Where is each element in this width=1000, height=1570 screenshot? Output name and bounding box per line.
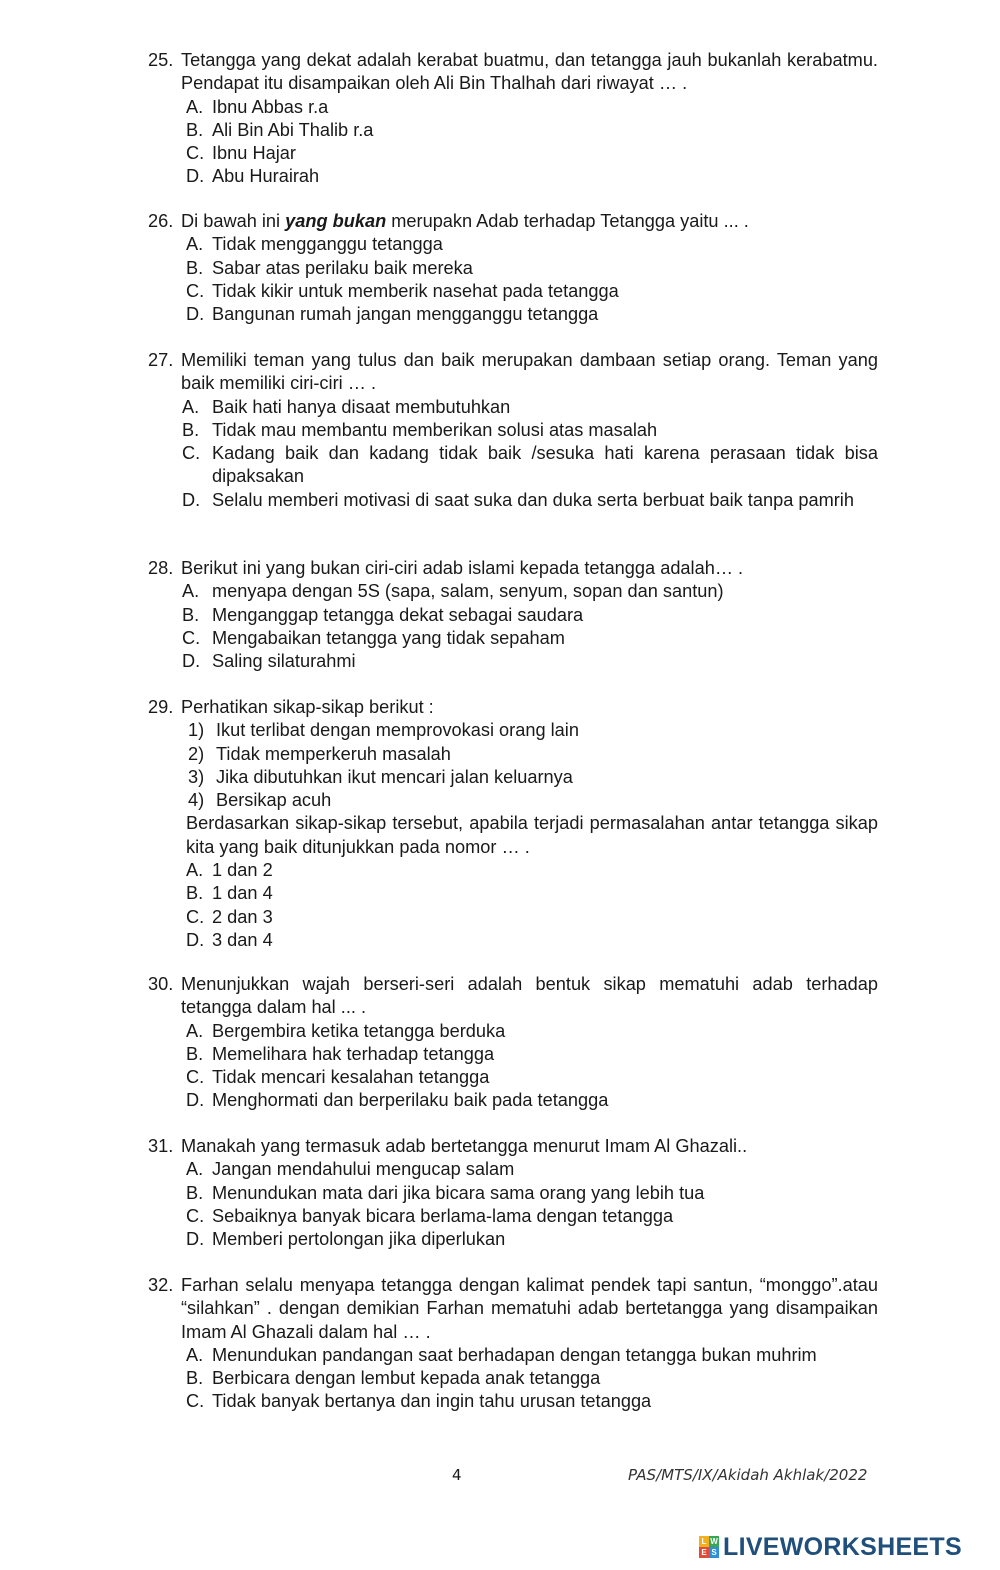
option-a[interactable]: A. menyapa dengan 5S (sapa, salam, senyum, sopan dan santun) [182, 581, 724, 602]
option-d[interactable]: D. Memberi pertolongan jika diperlukan [186, 1229, 506, 1250]
question-29 [148, 696, 878, 952]
option-c[interactable]: C. Sebaiknya banyak bicara berlama-lama dengan tetangga [186, 1205, 674, 1226]
question-25 [148, 49, 878, 189]
option-d[interactable]: D. Selalu memberi motivasi di saat suka dan duka serta berbuat baik tanpa pamrih [182, 489, 854, 510]
brand-name: LIVEWORKSHEETS [723, 1532, 962, 1561]
option-b[interactable]: B. Memelihara hak terhadap tetangga [186, 1043, 495, 1064]
question-number: 32. [148, 1275, 174, 1295]
option-a[interactable]: A. 1 dan 2 [186, 860, 273, 881]
liveworksheets-icon [699, 1536, 719, 1558]
question-28 [148, 557, 878, 673]
option-a[interactable]: A. Menundukan pandangan saat berhadapan dengan tetangga bukan muhrim [186, 1344, 817, 1365]
option-b[interactable]: B. 1 dan 4 [186, 883, 273, 904]
emphasis-text: yang bukan [285, 211, 387, 231]
question-stem: 28. Berikut ini yang bukan ciri-ciri adab islami kepada tetangga adalah… . [148, 557, 878, 580]
question-note: Berdasarkan sikap-sikap tersebut, apabila terjadi permasalahan antar tetangga sikap kita yang baik ditunjukkan pada nomor … . [186, 813, 878, 857]
logo-tile: L [699, 1536, 709, 1547]
list-item: 2) Tidak memperkeruh masalah [188, 743, 451, 764]
question-27 [148, 349, 878, 512]
page-number: 4 [452, 1466, 462, 1484]
option-d[interactable]: D. Abu Hurairah [186, 166, 320, 187]
list-item: 4) Bersikap acuh [188, 790, 332, 811]
liveworksheets-logo[interactable] [699, 1532, 962, 1562]
option-a[interactable]: A. Ibnu Abbas r.a [186, 96, 329, 117]
question-stem: 29. Perhatikan sikap-sikap berikut : [148, 696, 878, 719]
question-30 [148, 973, 878, 1113]
question-number: 29. [148, 697, 174, 717]
option-d[interactable]: D. Saling silaturahmi [182, 651, 356, 672]
question-31 [148, 1135, 878, 1251]
logo-tile: E [699, 1547, 709, 1558]
logo-tile: S [709, 1547, 719, 1558]
option-c[interactable]: C. Tidak kikir untuk memberik nasehat pada tetangga [186, 280, 619, 301]
question-26 [148, 210, 878, 326]
question-stem: 25. Tetangga yang dekat adalah kerabat buatmu, dan tetangga jauh bukanlah kerabatmu. Pendapat itu disampaikan oleh Ali Bin Thalhah dari riwayat … . [148, 50, 878, 94]
option-d[interactable]: D. 3 dan 4 [186, 929, 273, 950]
option-b[interactable]: B. Menundukan mata dari jika bicara sama orang yang lebih tua [186, 1182, 705, 1203]
option-c[interactable]: C. Mengabaikan tetangga yang tidak sepaham [182, 627, 565, 648]
option-b[interactable]: B. Berbicara dengan lembut kepada anak tetangga [186, 1368, 601, 1389]
document-code: PAS/MTS/IX/Akidah Akhlak/2022 [628, 1466, 868, 1484]
question-number: 28. [148, 558, 174, 578]
option-c[interactable]: C. Ibnu Hajar [186, 143, 296, 164]
option-a[interactable]: A. Jangan mendahului mengucap salam [186, 1159, 515, 1180]
list-item: 1) Ikut terlibat dengan memprovokasi orang lain [188, 720, 579, 741]
question-number: 30. [148, 974, 174, 994]
option-c[interactable]: C. Tidak banyak bertanya dan ingin tahu urusan tetangga [186, 1391, 652, 1412]
option-a[interactable]: A. Tidak mengganggu tetangga [186, 234, 443, 255]
question-number: 31. [148, 1136, 174, 1156]
question-stem: 31. Manakah yang termasuk adab bertetangga menurut Imam Al Ghazali.. [148, 1135, 878, 1158]
list-item: 3) Jika dibutuhkan ikut mencari jalan keluarnya [188, 766, 573, 787]
question-number: 27. [148, 350, 174, 370]
option-d[interactable]: D. Bangunan rumah jangan mengganggu tetangga [186, 304, 599, 325]
option-a[interactable]: A. Bergembira ketika tetangga berduka [186, 1020, 506, 1041]
question-number: 26. [148, 211, 174, 231]
option-b[interactable]: B. Menganggap tetangga dekat sebagai saudara [182, 604, 584, 625]
option-c[interactable]: C. Tidak mencari kesalahan tetangga [186, 1067, 490, 1088]
option-d[interactable]: D. Menghormati dan berperilaku baik pada tetangga [186, 1090, 609, 1111]
option-c[interactable]: C. Kadang baik dan kadang tidak baik /sesuka hati karena perasaan tidak bisa dipaksakan [182, 443, 878, 487]
logo-tile: W [710, 1537, 718, 1546]
question-stem: 26. Di bawah ini yang bukan merupakn Adab terhadap Tetangga yaitu ... . [148, 210, 878, 233]
option-a[interactable]: A. Baik hati hanya disaat membutuhkan [182, 396, 511, 417]
question-stem: 32. Farhan selalu menyapa tetangga dengan kalimat pendek tapi santun, “monggo”.atau “silahkan” . dengan demikian Farhan mematuhi adab bertetangga yang disampaikan Imam Al Ghazali dalam hal … . [148, 1275, 878, 1342]
option-c[interactable]: C. 2 dan 3 [186, 906, 273, 927]
question-stem: 30. Menunjukkan wajah berseri-seri adalah bentuk sikap mematuhi adab terhadap tetangga dalam hal ... . [148, 974, 878, 1018]
question-32 [148, 1274, 878, 1414]
question-stem: 27. Memiliki teman yang tulus dan baik merupakan dambaan setiap orang. Teman yang baik memiliki ciri-ciri … . [148, 350, 878, 394]
question-number: 25. [148, 50, 174, 70]
option-b[interactable]: B. Tidak mau membantu memberikan solusi atas masalah [182, 419, 658, 440]
option-b[interactable]: B. Sabar atas perilaku baik mereka [186, 257, 473, 278]
option-b[interactable]: B. Ali Bin Abi Thalib r.a [186, 119, 374, 140]
